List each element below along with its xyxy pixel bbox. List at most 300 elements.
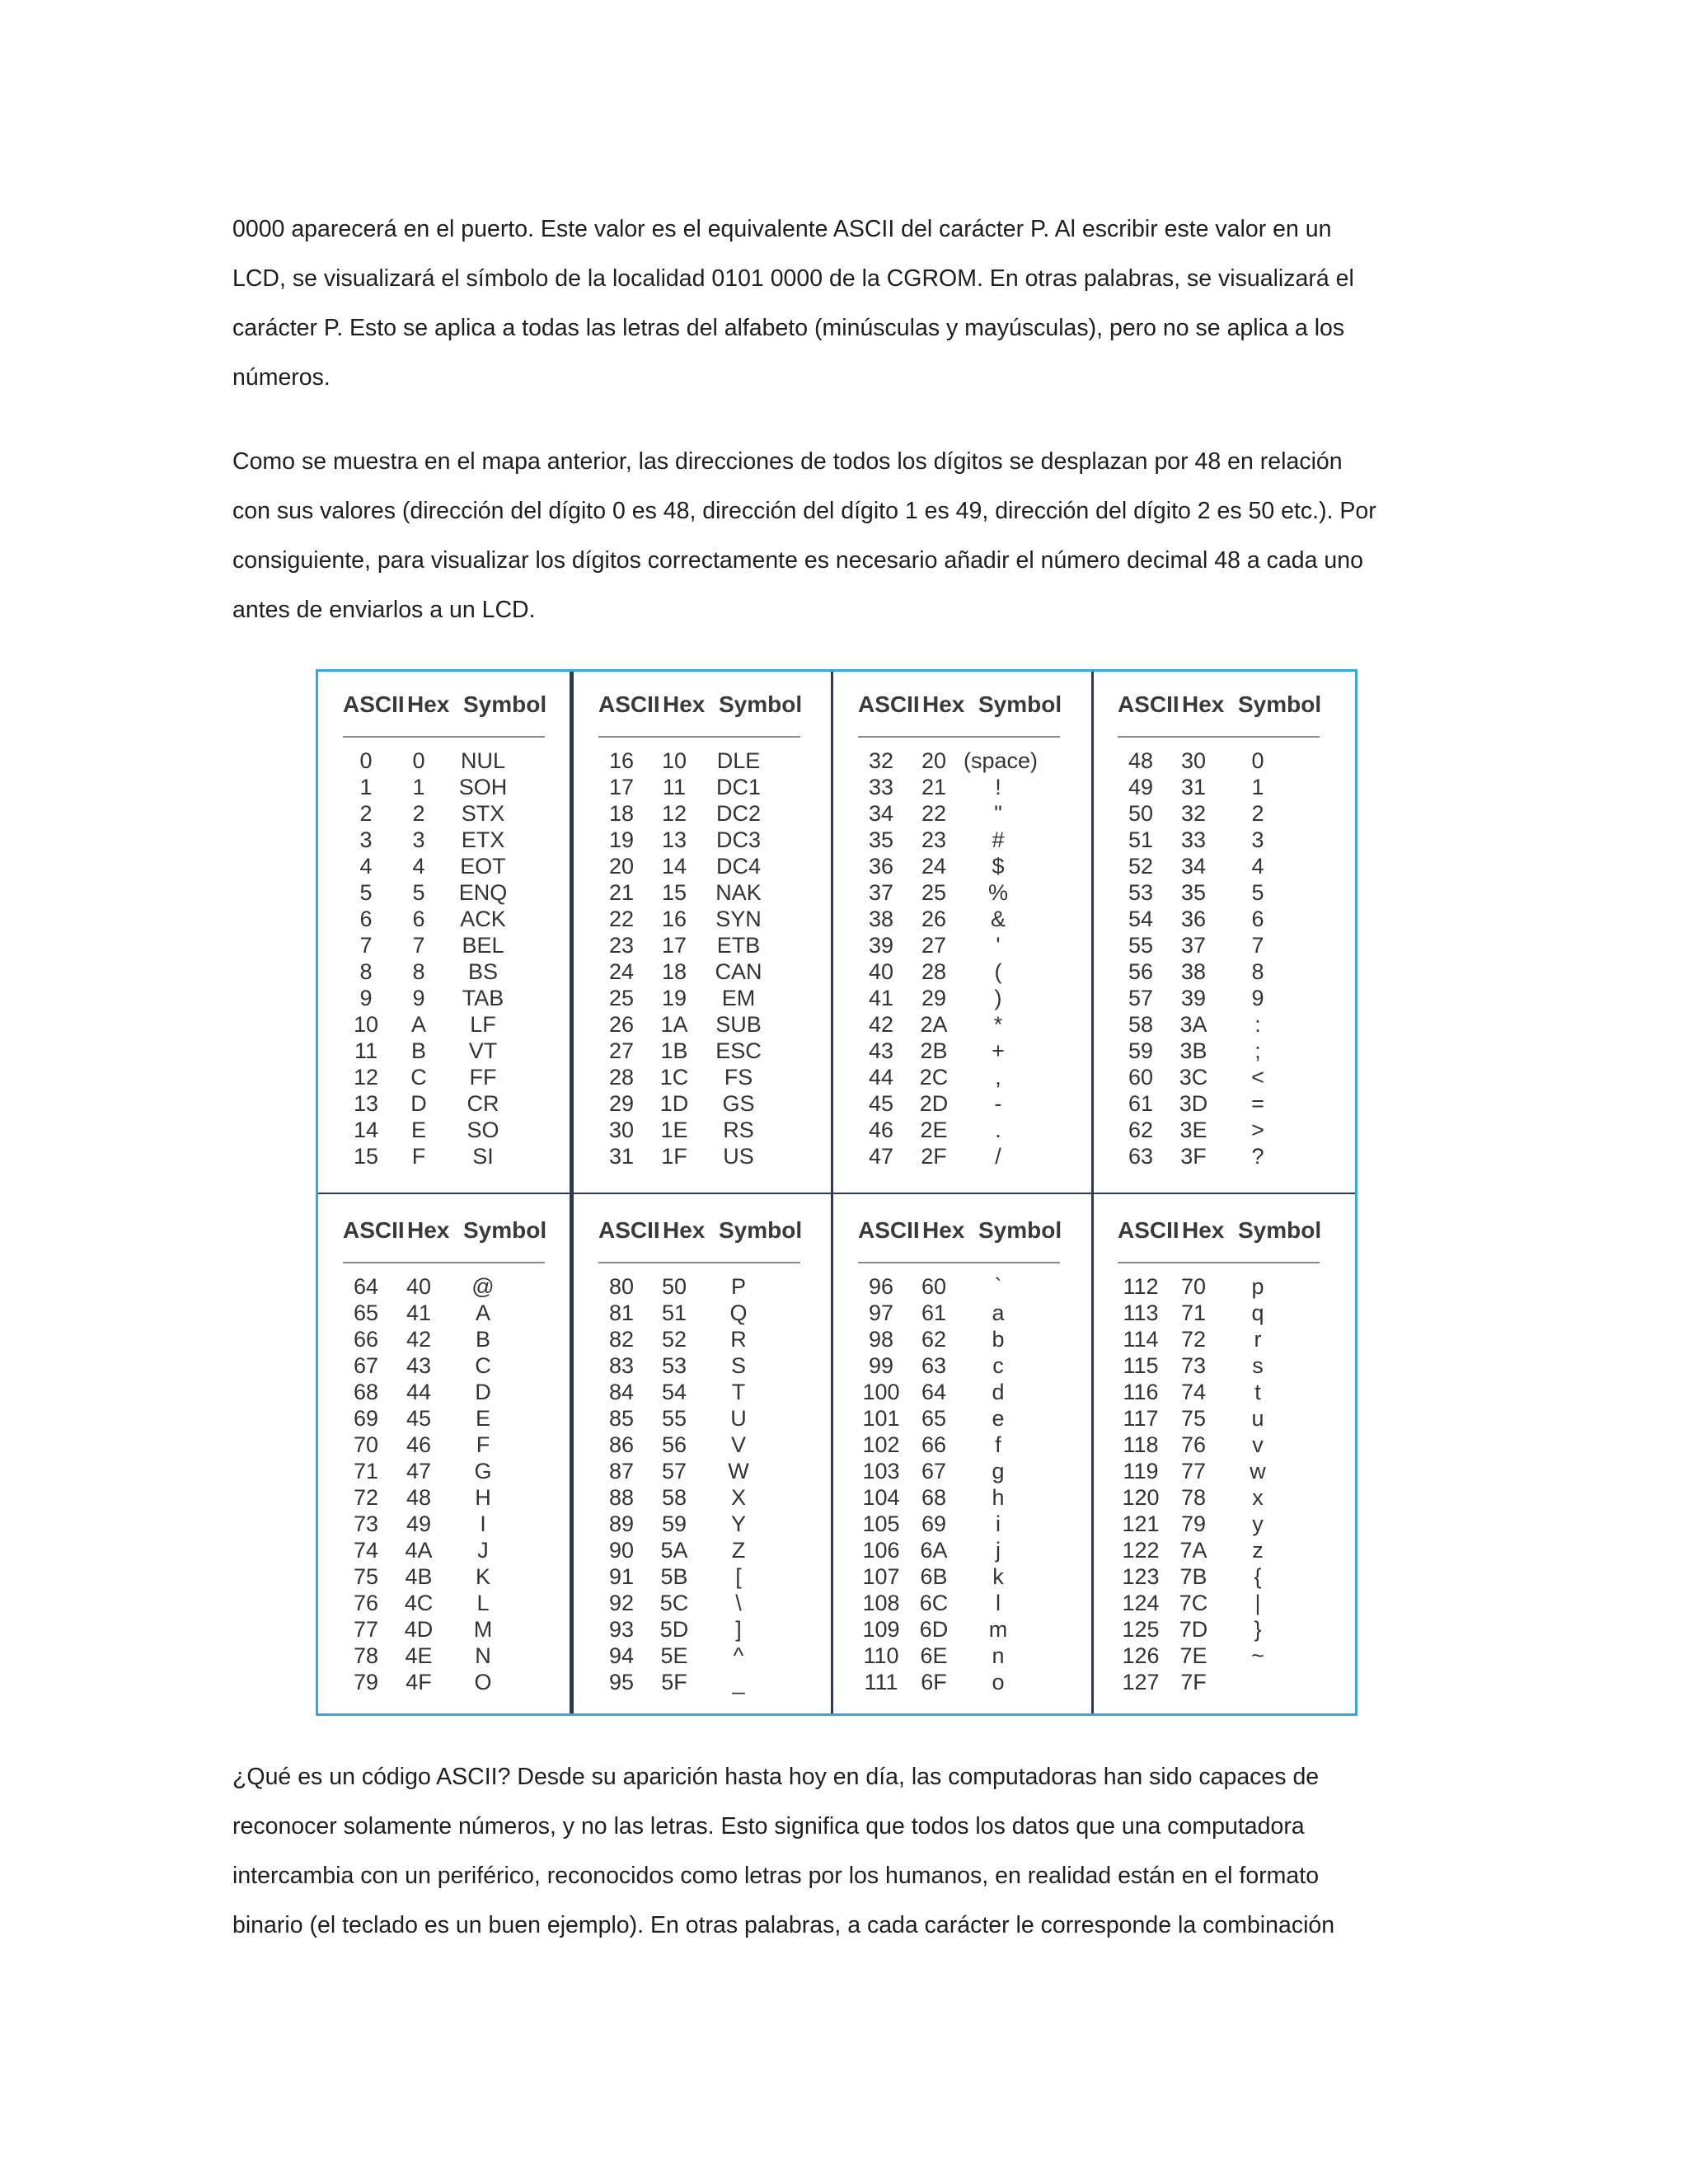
ascii-code: 75 (353, 1564, 379, 1589)
hex-code: 30 (1180, 748, 1207, 773)
hex-code: 51 (661, 1301, 687, 1325)
ascii-code: 82 (608, 1327, 635, 1352)
symbol: } (1254, 1617, 1262, 1642)
table-row (598, 1511, 804, 1537)
table-row (1118, 1117, 1324, 1143)
symbol: ^ (733, 1643, 744, 1668)
table-row (1118, 1143, 1324, 1169)
hex-code: 4A (405, 1538, 433, 1563)
table-row (858, 1273, 1064, 1300)
paragraph-1 (232, 204, 1469, 402)
hex-code: 53 (661, 1353, 687, 1378)
hex-code: 11 (662, 775, 687, 799)
column-header: Symbol (719, 1217, 803, 1243)
ascii-code: 98 (868, 1327, 894, 1352)
ascii-code: 81 (608, 1301, 635, 1325)
table-row (343, 774, 549, 800)
column-header: ASCII (598, 691, 660, 717)
table-row (598, 1537, 804, 1563)
symbol: DC4 (715, 854, 761, 879)
ascii-block-header (343, 688, 549, 721)
table-row (598, 1563, 804, 1590)
ascii-code: 122 (1122, 1538, 1160, 1563)
hex-code: 15 (661, 880, 687, 905)
paragraph-3 (232, 1752, 1469, 1950)
table-row (343, 1117, 549, 1143)
hex-code: 3 (412, 827, 425, 852)
hex-code: 26 (921, 907, 947, 931)
ascii-block-header (1118, 688, 1324, 721)
symbol: [ (735, 1564, 742, 1589)
hex-code: 5B (660, 1564, 688, 1589)
column-header: Symbol (1238, 691, 1322, 717)
symbol: z (1252, 1538, 1264, 1563)
header-rule (343, 736, 545, 738)
symbol: NUL (460, 748, 505, 773)
ascii-code: 113 (1123, 1301, 1159, 1325)
ascii-code: 74 (353, 1538, 379, 1563)
hex-code: 74 (1180, 1380, 1207, 1404)
symbol: SYN (715, 907, 762, 931)
ascii-code: 41 (868, 986, 894, 1010)
hex-code: 42 (406, 1327, 432, 1352)
text-line: antes de enviarlos a un LCD. (232, 597, 536, 623)
ascii-code: 119 (1123, 1459, 1159, 1483)
symbol: N (475, 1643, 491, 1668)
column-header: Symbol (463, 1217, 547, 1243)
ascii-code: 91 (608, 1564, 635, 1589)
symbol: ) (994, 986, 1002, 1010)
hex-code: 70 (1180, 1274, 1207, 1299)
symbol: VT (468, 1038, 498, 1063)
symbol: u (1251, 1406, 1264, 1431)
hex-code: F (411, 1144, 426, 1169)
hex-code: 5A (660, 1538, 688, 1563)
ascii-code: 55 (1128, 933, 1154, 958)
table-row (1118, 932, 1324, 958)
ascii-code: 125 (1122, 1617, 1160, 1642)
symbol: ` (994, 1274, 1002, 1299)
hex-code: 0 (412, 748, 425, 773)
header-rule (858, 1262, 1060, 1263)
ascii-code: 28 (608, 1065, 635, 1090)
table-row (598, 985, 804, 1011)
symbol: 3 (1251, 827, 1264, 852)
ascii-code: 35 (868, 827, 894, 852)
ascii-code: 22 (608, 907, 635, 931)
hex-code: 33 (1180, 827, 1207, 852)
symbol: E (475, 1406, 490, 1431)
table-row (858, 1090, 1064, 1117)
ascii-code: 77 (353, 1617, 379, 1642)
hex-code: 25 (921, 880, 947, 905)
ascii-code: 2 (359, 801, 373, 826)
ascii-code: 64 (353, 1274, 379, 1299)
table-row (858, 1590, 1064, 1616)
table-row (1118, 1563, 1324, 1590)
symbol: CR (467, 1091, 499, 1116)
table-row (858, 1537, 1064, 1563)
ascii-code: 92 (608, 1591, 635, 1615)
symbol: v (1252, 1432, 1264, 1457)
symbol: \ (735, 1591, 742, 1615)
ascii-code: 83 (608, 1353, 635, 1378)
table-row (598, 1064, 804, 1090)
hex-code: 2C (919, 1065, 949, 1090)
table-row (858, 748, 1064, 774)
ascii-code: 1 (359, 775, 373, 799)
symbol: ENQ (458, 880, 508, 905)
ascii-code: 51 (1128, 827, 1154, 852)
symbol: Q (729, 1301, 748, 1325)
table-row (343, 827, 549, 853)
text-line: intercambia con un periférico, reconocidos como letras por los humanos, en realidad están en el formato (232, 1863, 1320, 1889)
hex-code: 34 (1180, 854, 1207, 879)
ascii-block-3 (858, 688, 1064, 1169)
hex-code: 6E (920, 1643, 948, 1668)
ascii-code: 61 (1128, 1091, 1154, 1116)
table-row (343, 1643, 549, 1669)
ascii-code: 114 (1123, 1327, 1159, 1352)
ascii-code: 56 (1128, 959, 1154, 984)
hex-code: 60 (921, 1274, 947, 1299)
ascii-code: 16 (608, 748, 635, 773)
ascii-code: 58 (1128, 1012, 1154, 1037)
ascii-code: 31 (608, 1144, 635, 1169)
symbol: g (992, 1459, 1005, 1483)
table-row (858, 879, 1064, 906)
ascii-code: 65 (353, 1301, 379, 1325)
ascii-code: 120 (1122, 1485, 1160, 1510)
symbol: i (996, 1511, 1001, 1536)
hex-code: 73 (1180, 1353, 1207, 1378)
ascii-code: 90 (608, 1538, 635, 1563)
ascii-code: 107 (862, 1564, 900, 1589)
hex-code: 2 (412, 801, 425, 826)
hex-code: 2D (919, 1091, 949, 1116)
hex-code: 50 (661, 1274, 687, 1299)
symbol: s (1252, 1353, 1264, 1378)
ascii-code: 40 (868, 959, 894, 984)
hex-code: 44 (406, 1380, 432, 1404)
hex-code: 49 (406, 1511, 432, 1536)
symbol: FF (469, 1065, 497, 1090)
ascii-code: 124 (1122, 1591, 1160, 1615)
ascii-code: 71 (353, 1459, 379, 1483)
table-row (858, 1064, 1064, 1090)
symbol: o (992, 1670, 1005, 1694)
column-header: ASCII (1118, 1217, 1179, 1243)
ascii-code: 14 (353, 1118, 379, 1142)
ascii-code: 109 (862, 1617, 900, 1642)
table-row (1118, 1273, 1324, 1300)
table-row (343, 1326, 549, 1352)
symbol: SI (472, 1144, 494, 1169)
symbol: b (992, 1327, 1005, 1352)
symbol: V (730, 1432, 746, 1457)
ascii-code: 49 (1128, 775, 1154, 799)
ascii-code: 116 (1123, 1380, 1159, 1404)
ascii-code: 99 (868, 1353, 894, 1378)
text-line: números. (232, 364, 331, 391)
symbol: DC3 (715, 827, 761, 852)
hex-code: 1F (661, 1144, 687, 1169)
hex-code: 2B (920, 1038, 948, 1063)
table-row (1118, 1432, 1324, 1458)
symbol: / (995, 1144, 1001, 1169)
symbol: h (992, 1485, 1005, 1510)
hex-code: 18 (661, 959, 687, 984)
ascii-code: 102 (862, 1432, 900, 1457)
hex-code: 32 (1180, 801, 1207, 826)
table-row (1118, 1090, 1324, 1117)
table-row (858, 1669, 1064, 1695)
hex-code: 76 (1180, 1432, 1207, 1457)
table-row (1118, 827, 1324, 853)
symbol: X (730, 1485, 746, 1510)
symbol: r (1254, 1327, 1262, 1352)
hex-code: 3E (1179, 1118, 1207, 1142)
hex-code: 4 (412, 854, 425, 879)
ascii-code: 121 (1122, 1511, 1160, 1536)
ascii-block-header (1118, 1214, 1324, 1247)
symbol: n (992, 1643, 1005, 1668)
symbol: H (475, 1485, 491, 1510)
column-header: Hex (1182, 691, 1225, 717)
table-row (598, 1432, 804, 1458)
hex-code: B (410, 1038, 426, 1063)
symbol: $ (992, 854, 1005, 879)
hex-code: 27 (921, 933, 947, 958)
ascii-block-7 (858, 1214, 1064, 1695)
hex-code: 3D (1179, 1091, 1208, 1116)
symbol: NAK (715, 880, 762, 905)
column-header: Symbol (978, 691, 1062, 717)
table-row (343, 1038, 549, 1064)
table-row (598, 1669, 804, 1695)
table-row (598, 879, 804, 906)
hex-code: 1C (659, 1065, 689, 1090)
table-row (343, 932, 549, 958)
symbol: t (1254, 1380, 1261, 1404)
hex-code: 20 (921, 748, 947, 773)
ascii-code: 76 (353, 1591, 379, 1615)
ascii-code: 60 (1128, 1065, 1154, 1090)
hex-code: 71 (1180, 1301, 1207, 1325)
hex-code: 59 (661, 1511, 687, 1536)
hex-code: 28 (921, 959, 947, 984)
table-row (1118, 1038, 1324, 1064)
table-row (1118, 800, 1324, 827)
table-row (858, 1011, 1064, 1038)
ascii-code: 73 (353, 1511, 379, 1536)
table-row (343, 1064, 549, 1090)
symbol: SO (467, 1118, 499, 1142)
table-row (858, 1300, 1064, 1326)
hex-code: 40 (406, 1274, 432, 1299)
hex-code: 4F (406, 1670, 432, 1694)
symbol: + (992, 1038, 1005, 1063)
hex-code: 31 (1180, 775, 1207, 799)
symbol: ? (1251, 1144, 1264, 1169)
symbol: G (474, 1459, 492, 1483)
symbol: ETX (461, 827, 505, 852)
symbol: . (995, 1118, 1001, 1142)
paragraph-2 (232, 437, 1469, 635)
table-row (343, 985, 549, 1011)
table-row (858, 1458, 1064, 1484)
hex-code: 63 (921, 1353, 947, 1378)
hex-code: 58 (661, 1485, 687, 1510)
ascii-code: 30 (608, 1118, 635, 1142)
table-row (1118, 1405, 1324, 1432)
table-row (1118, 1379, 1324, 1405)
table-row (598, 1484, 804, 1511)
hex-code: 6 (412, 907, 425, 931)
ascii-code: 108 (862, 1591, 900, 1615)
hex-code: 57 (661, 1459, 687, 1483)
hex-code: 17 (661, 933, 687, 958)
symbol: A (475, 1301, 490, 1325)
hex-code: 6B (920, 1564, 948, 1589)
hex-code: A (410, 1012, 426, 1037)
symbol: # (992, 827, 1005, 852)
ascii-code: 10 (353, 1012, 379, 1037)
table-row (343, 1563, 549, 1590)
hex-code: 77 (1180, 1459, 1207, 1483)
symbol: ( (994, 959, 1002, 984)
symbol: e (992, 1406, 1005, 1431)
hex-code: 6C (919, 1591, 949, 1615)
ascii-table-figure (316, 669, 1357, 1716)
column-header: ASCII (1118, 691, 1179, 717)
hex-code: 65 (921, 1406, 947, 1431)
table-row (343, 1379, 549, 1405)
column-header: ASCII (598, 1217, 660, 1243)
column-header: Hex (922, 1217, 965, 1243)
symbol: 8 (1251, 959, 1264, 984)
table-row (858, 932, 1064, 958)
symbol: (space) (964, 748, 1039, 773)
symbol: % (987, 880, 1008, 905)
symbol: W (728, 1459, 749, 1483)
symbol: { (1254, 1564, 1262, 1589)
symbol: x (1252, 1485, 1264, 1510)
table-row (1118, 1300, 1324, 1326)
hex-code: 43 (406, 1353, 432, 1378)
symbol: y (1252, 1511, 1264, 1536)
text-line: carácter P. Esto se aplica a todas las letras del alfabeto (minúsculas y mayúsculas), pero no se aplica a los (232, 315, 1345, 341)
column-header: Hex (663, 1217, 706, 1243)
hex-code: 5F (661, 1670, 687, 1694)
hex-code: 2E (920, 1118, 948, 1142)
symbol: SUB (715, 1012, 762, 1037)
table-row (1118, 853, 1324, 879)
ascii-code: 52 (1128, 854, 1154, 879)
table-row (598, 1590, 804, 1616)
table-row (858, 827, 1064, 853)
table-row (343, 1300, 549, 1326)
hex-code: 7F (1180, 1670, 1207, 1694)
table-row (858, 1405, 1064, 1432)
ascii-code: 96 (868, 1274, 894, 1299)
hex-code: 56 (661, 1432, 687, 1457)
symbol: d (992, 1380, 1005, 1404)
symbol: 4 (1251, 854, 1264, 879)
ascii-code: 0 (359, 748, 373, 773)
ascii-block-6 (598, 1214, 804, 1695)
hex-code: 22 (921, 801, 947, 826)
ascii-code: 45 (868, 1091, 894, 1116)
symbol: M (473, 1617, 493, 1642)
symbol: & (990, 907, 1006, 931)
ascii-block-4 (1118, 688, 1324, 1169)
table-row (598, 800, 804, 827)
table-row (343, 1011, 549, 1038)
symbol: c (992, 1353, 1004, 1378)
table-row (1118, 1511, 1324, 1537)
table-row (343, 1458, 549, 1484)
hex-code: 12 (661, 801, 687, 826)
hex-code: 75 (1180, 1406, 1207, 1431)
column-header: ASCII (858, 1217, 920, 1243)
hex-code: 55 (661, 1406, 687, 1431)
symbol: ESC (715, 1038, 762, 1063)
ascii-code: 93 (608, 1617, 635, 1642)
ascii-block-8 (1118, 1214, 1324, 1695)
symbol: j (996, 1538, 1001, 1563)
hex-code: 6F (921, 1670, 947, 1694)
symbol: 6 (1251, 907, 1264, 931)
hex-code: 37 (1180, 933, 1207, 958)
ascii-code: 33 (868, 775, 894, 799)
table-row (343, 1273, 549, 1300)
ascii-code: 89 (608, 1511, 635, 1536)
table-row (858, 1563, 1064, 1590)
ascii-code: 115 (1123, 1353, 1159, 1378)
hex-code: 13 (661, 827, 687, 852)
ascii-code: 118 (1123, 1432, 1159, 1457)
hex-code: 6D (919, 1617, 949, 1642)
ascii-code: 72 (353, 1485, 379, 1510)
ascii-code: 68 (353, 1380, 379, 1404)
table-row (858, 1326, 1064, 1352)
ascii-code: 34 (868, 801, 894, 826)
hex-code: 7A (1179, 1538, 1207, 1563)
table-row (598, 774, 804, 800)
symbol: BS (467, 959, 499, 984)
symbol: DC2 (715, 801, 761, 826)
ascii-code: 25 (608, 986, 635, 1010)
ascii-block-header (598, 688, 804, 721)
ascii-code: 20 (608, 854, 635, 879)
ascii-code: 36 (868, 854, 894, 879)
ascii-code: 66 (353, 1327, 379, 1352)
ascii-code: 44 (868, 1065, 894, 1090)
table-row (343, 958, 549, 985)
ascii-block-header (343, 1214, 549, 1247)
text-line: 0000 aparecerá en el puerto. Este valor es el equivalente ASCII del carácter P. Al escribir este valor en un (232, 216, 1332, 242)
table-row (1118, 985, 1324, 1011)
table-row (343, 1537, 549, 1563)
hex-code: 3A (1179, 1012, 1207, 1037)
column-header: Hex (407, 1217, 450, 1243)
ascii-code: 127 (1122, 1670, 1160, 1694)
hex-code: 23 (921, 827, 947, 852)
symbol: | (1254, 1591, 1261, 1615)
symbol: U (730, 1406, 747, 1431)
table-row (343, 1352, 549, 1379)
